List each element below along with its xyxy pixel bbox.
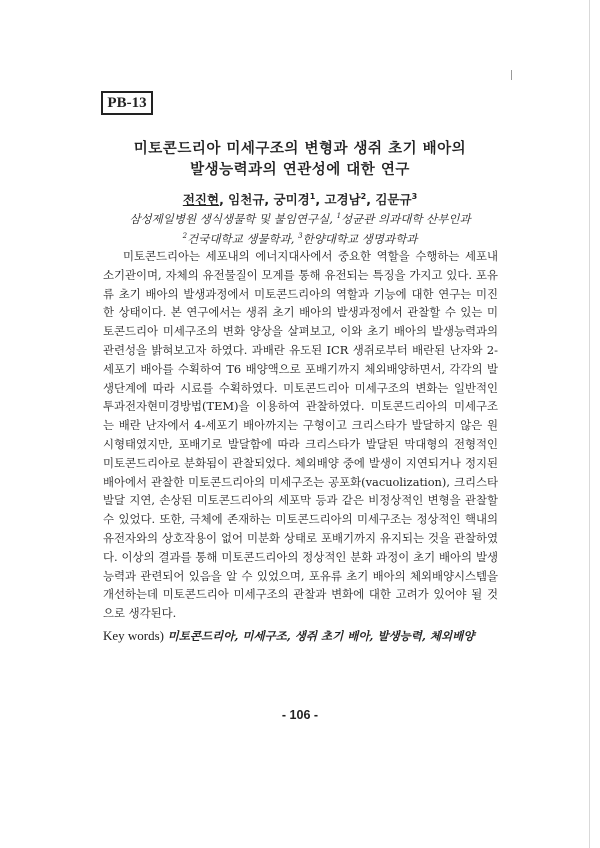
abstract-body: 미토콘드리아는 세포내의 에너지대사에서 중요한 역할을 수행하는 세포내 소기관이며, 자체의 유전물질이 모계를 통해 유전되는 특징을 가지고 있다. 포유류 초기 배아의 발생과정에서 미토콘드리아의 역할과 기능에 대한 연구는 미진한 상태이다. 본 연구에서는 생쥐 초기 배아의 발생과정에서 관찰할 수 있는 미토콘드리아 미세구조의 변화 양상을 살펴보고, 이와 초기 배아의 발생능력과의 관련성을 밝혀보고자 하였다. 과배란 유도된 ICR 생쥐로부터 배란된 난자와 2-세포기 배아를 수획하여 T6 배양액으로 포배기까지 체외배양하면서, 각각의 발생단계에 따라 시료를 수획하였다. 미토콘드리아 미세구조의 변화는 일반적인 투과전자현미경방법(TEM)을 이용하여 관찰하였다. 미토콘드리아의 미세구조는 배란 난자에서 4-세포기 배아까지는 구형이고 크리스타가 발달하지 않은 원시형태였지만, 포배기로 발달함에 따라 크리스타가 발달된 막대형의 전형적인 미토콘드리아로 분화됨이 관찰되었다. 체외배양 중에 발생이 지연되거나 정지된 배아에서 관찰한 미토콘드리아의 미세구조는 공포화(vacuolization), 크리스타 발달 지연, 손상된 미토콘드리아의 세포막 등과 같은 비정상적인 변형을 관찰할 수 있었다. 또한, 극체에 존재하는 미토콘드리아의 미세구조는 정상적인 핵내의 유전자와의 상호작용이 없어 미분화 상태로 포배기까지 유지되는 것을 관찰하였다. 이상의 결과를 통해 미토콘드리아의 정상적인 분화 과정이 초기 배아의 발생능력과 관련되어 있음을 알 수 있었으며, 포유류 초기 배아의 체외배양시스템을 개선하는데 미토콘드리아 미세구조의 관찰과 변화에 대한 고려가 있어야 될 것으로 생각된다.: [103, 249, 498, 621]
title-line-1: 미토콘드리아 미세구조의 변형과 생쥐 초기 배아의: [133, 140, 467, 157]
page-number: - 106 -: [281, 708, 319, 722]
author-name: 김문규: [375, 192, 412, 207]
author-separator: ,: [219, 192, 229, 207]
keywords: [103, 628, 503, 644]
affiliation-line-1: [80, 208, 520, 228]
author-affil-sup: 3: [411, 191, 418, 201]
affiliation-text: 한양대학교 생명과학과: [302, 231, 418, 246]
author-affil-sup: 2: [360, 191, 367, 201]
keywords-label: Key words): [103, 628, 165, 643]
author-affil-sup: 1: [309, 191, 316, 201]
author-separator: ,: [264, 192, 274, 207]
affiliation-main: 삼성제일병원 생식생물학 및 불임연구실,: [129, 211, 333, 226]
affiliations: [80, 208, 520, 248]
author-name: 고경남: [324, 192, 361, 207]
poster-code: PB-13: [101, 91, 153, 115]
affiliation-line-2: [80, 228, 520, 248]
author-name: 임천규: [228, 192, 265, 207]
affiliation-sup: 3: [298, 231, 303, 240]
title-line-2: 발생능력과의 연관성에 대한 연구: [190, 161, 410, 178]
affiliation-sup: 1: [336, 212, 342, 220]
paper-title: [80, 138, 520, 180]
scan-mark: [511, 70, 512, 80]
author-list: [80, 190, 520, 208]
author-name: 궁미경: [273, 192, 310, 207]
author-name: 전진현: [182, 192, 220, 207]
author-separator: ,: [366, 192, 376, 207]
affiliation-text: 건국대학교 생물학과,: [187, 231, 295, 246]
keywords-list: 미토콘드리아, 미세구조, 생쥐 초기 배아, 발생능력, 체외배양: [167, 629, 475, 643]
affiliation-text: 성균관 의과대학 산부인과: [341, 211, 471, 226]
author-separator: ,: [315, 192, 325, 207]
page-edge: [589, 0, 590, 848]
affiliation-sup: 2: [182, 231, 188, 240]
